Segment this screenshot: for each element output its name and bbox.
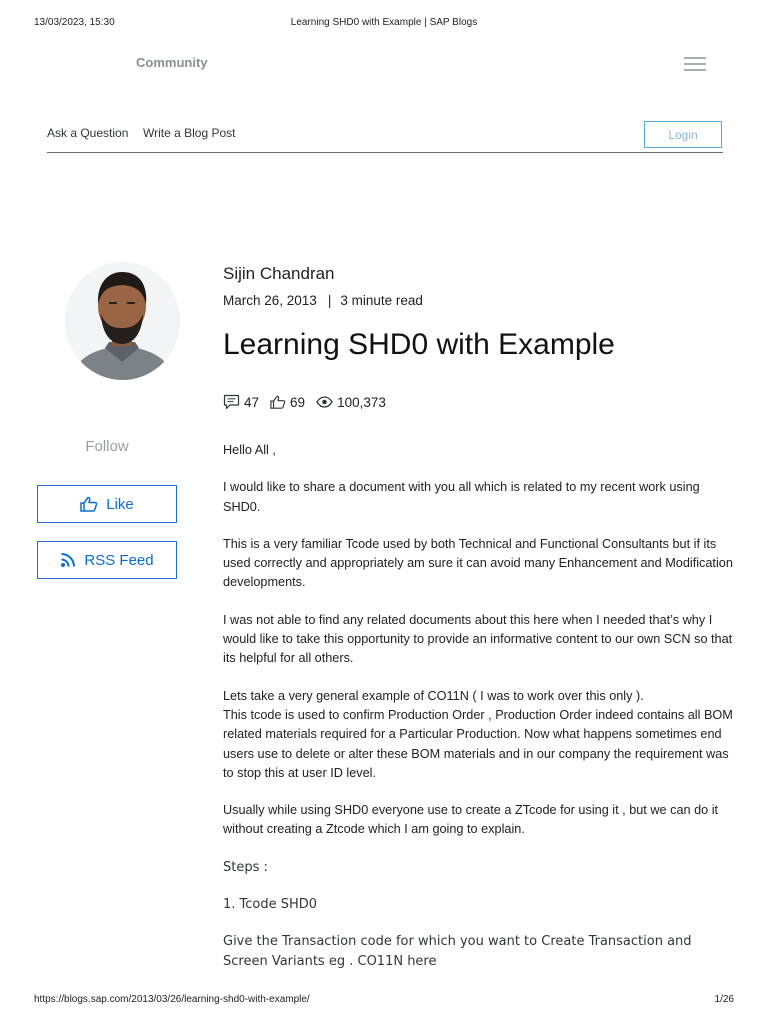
print-datetime: 13/03/2023, 15:30 [34,17,115,28]
body-paragraph: Lets take a very general example of CO11N ( I was to work over this only ). [223,688,644,703]
comment-icon [223,394,240,410]
site-brand[interactable]: Community [136,55,208,70]
author-photo [65,262,180,380]
body-paragraph: This is a very familiar Tcode used by both Technical and Functional Consultants but if its used correctly and appropriately am sure it can avoid many Enhancement and Modification developments. [223,536,733,590]
write-blog-post-link[interactable]: Write a Blog Post [143,126,236,140]
body-paragraph: I was not able to find any related documents about this here when I needed that’s why I would like to take this opportunity to provide an informative content to our own SCN so that its helpful for all others. [223,612,733,666]
print-footer [0,994,768,1008]
top-navigation [47,117,723,153]
comments-count: 47 [244,394,260,410]
likes-count: 69 [290,394,306,410]
thumbs-up-icon [80,496,98,512]
hamburger-icon [684,57,706,59]
post-stats [223,392,397,412]
steps-heading: Steps : [223,859,268,875]
thumbs-up-icon [270,394,286,410]
body-paragraph: Hello All , [223,443,276,457]
like-button[interactable] [37,485,177,523]
follow-link[interactable]: Follow [85,438,129,455]
rss-icon [60,552,76,568]
post-body [223,441,738,989]
views-count: 100,373 [337,394,386,410]
post-title: Learning SHD0 with Example [223,328,615,361]
step-item: 1. Tcode SHD0 [223,897,318,913]
comments-stat[interactable] [223,394,259,410]
likes-stat[interactable] [270,394,305,410]
rss-feed-button[interactable] [37,541,177,579]
post-date: March 26, 2013 [223,293,317,308]
step-description: Give the Transaction code for which you want to Create Transaction and Screen Variants eg . CO11N here [223,934,692,969]
ask-question-link[interactable]: Ask a Question [47,126,129,140]
body-paragraph: Usually while using SHD0 everyone use to create a ZTcode for using it , but we can do it without creating a Ztcode which I am going to explain. [223,803,719,837]
meta-separator: | [327,293,332,308]
post-meta [223,293,423,308]
body-paragraph: I would like to share a document with you all which is related to my recent work using SHD0. [223,480,700,514]
print-header [0,17,768,31]
body-paragraph: This tcode is used to confirm Production Order , Production Order indeed contains all BOM related materials required for a Particular Production. Now what happens sometimes end users use to delete or alter these BOM materials and in our company the requirement was to stop this at user ID level. [223,707,733,780]
author-name[interactable]: Sijin Chandran [223,264,335,283]
author-avatar[interactable] [65,262,180,380]
print-url: https://blogs.sap.com/2013/03/26/learning-shd0-with-example/ [34,994,310,1005]
hamburger-menu-button[interactable] [684,57,706,71]
print-page-number: 1/26 [714,994,734,1005]
print-page-title: Learning SHD0 with Example | SAP Blogs [290,17,478,28]
rss-label: RSS Feed [84,551,154,569]
views-stat [316,395,386,410]
eye-icon [316,396,333,408]
read-time: 3 minute read [340,293,423,308]
login-button[interactable]: Login [644,121,722,148]
like-label: Like [106,495,134,513]
